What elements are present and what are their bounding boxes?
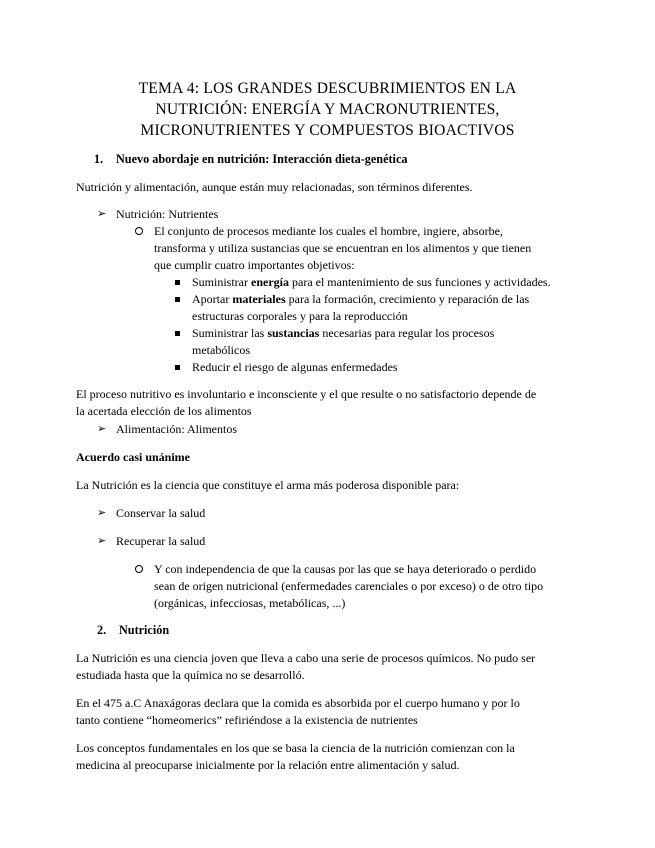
section-2-p2-line-2: tanto contiene “homeomerics” refiriéndose a la existencia de nutrientes bbox=[76, 713, 418, 727]
objective-3-line-2: metabólicos bbox=[192, 343, 250, 357]
square-bullet-icon bbox=[175, 280, 180, 285]
square-bullet-icon bbox=[175, 297, 180, 302]
title-line-2: NUTRICIÓN: ENERGÍA Y MACRONUTRIENTES, bbox=[155, 101, 500, 118]
section-1-number: 1. bbox=[94, 152, 104, 166]
arrow-bullet-icon: ➢ bbox=[97, 506, 107, 519]
proceso-line-2: la acertada elección de los alimentos bbox=[76, 404, 252, 418]
section-2-p1-line-2: estudiada hasta que la química no se desarrolló. bbox=[76, 668, 305, 682]
section-1-heading: Nuevo abordaje en nutrición: Interacción dieta-genética bbox=[116, 152, 408, 166]
section-2-p2-line-1: En el 475 a.C Anaxágoras declara que la comida es absorbida por el cuerpo humano y por lo bbox=[76, 696, 520, 710]
definition-line-1: El conjunto de procesos mediante los cuales el hombre, ingiere, absorbe, bbox=[154, 224, 503, 238]
arrow-bullet-icon: ➢ bbox=[97, 207, 107, 220]
section-2-p1-line-1: La Nutrición es una ciencia joven que lleva a cabo una serie de procesos químicos. No pudo ser bbox=[76, 651, 536, 665]
acuerdo-bullet-2: Recuperar la salud bbox=[116, 534, 206, 548]
objective-2: Aportar materiales para la formación, crecimiento y reparación de las bbox=[192, 292, 530, 306]
title-line-3: MICRONUTRIENTES Y COMPUESTOS BIOACTIVOS bbox=[140, 122, 515, 139]
section-2-number: 2. bbox=[97, 623, 107, 637]
circle-bullet-icon bbox=[135, 565, 143, 573]
section-1-intro: Nutrición y alimentación, aunque están muy relacionadas, son términos diferentes. bbox=[76, 180, 473, 194]
section-2-p3-line-1: Los conceptos fundamentales en los que se basa la ciencia de la nutrición comienzan con la bbox=[76, 741, 515, 755]
proceso-line-1: El proceso nutritivo es involuntario e inconsciente y el que resulte o no satisfactorio depende de bbox=[76, 387, 537, 401]
acuerdo-sub-line-3: (orgánicas, infecciosas, metabólicas, ...) bbox=[154, 596, 346, 610]
acuerdo-heading: Acuerdo casi unánime bbox=[76, 450, 190, 464]
acuerdo-sub-line-1: Y con independencia de que la causas por las que se haya deteriorado o perdido bbox=[154, 562, 537, 576]
objective-1: Suministrar energía para el mantenimiento de sus funciones y actividades. bbox=[192, 275, 551, 289]
acuerdo-bullet-1: Conservar la salud bbox=[116, 506, 206, 520]
bullet-alimentacion: Alimentación: Alimentos bbox=[116, 422, 237, 436]
definition-line-3: que cumplir cuatro importantes objetivos: bbox=[154, 258, 355, 272]
square-bullet-icon bbox=[175, 365, 180, 370]
arrow-bullet-icon: ➢ bbox=[97, 534, 107, 547]
bullet-nutricion: Nutrición: Nutrientes bbox=[116, 207, 219, 221]
acuerdo-sub-line-2: sean de origen nutricional (enfermedades carenciales o por exceso) o de otro tipo bbox=[154, 579, 544, 593]
title-line-1: TEMA 4: LOS GRANDES DESCUBRIMIENTOS EN LA bbox=[138, 80, 517, 97]
document-title bbox=[76, 78, 579, 141]
acuerdo-intro: La Nutrición es la ciencia que constituye el arma más poderosa disponible para: bbox=[76, 478, 460, 492]
objective-3: Suministrar las sustancias necesarias para regular los procesos bbox=[192, 326, 495, 340]
section-2-p3-line-2: medicina al preocuparse inicialmente por la relación entre alimentación y salud. bbox=[76, 758, 460, 772]
section-2-heading: Nutrición bbox=[119, 623, 170, 637]
circle-bullet-icon bbox=[135, 227, 143, 235]
definition-line-2: transforma y utiliza sustancias que se encuentran en los alimentos y que tienen bbox=[154, 241, 532, 255]
objective-4: Reducir el riesgo de algunas enfermedades bbox=[192, 360, 398, 374]
square-bullet-icon bbox=[175, 331, 180, 336]
arrow-bullet-icon: ➢ bbox=[97, 422, 107, 435]
objective-2-line-2: estructuras corporales y para la reproducción bbox=[192, 309, 408, 323]
